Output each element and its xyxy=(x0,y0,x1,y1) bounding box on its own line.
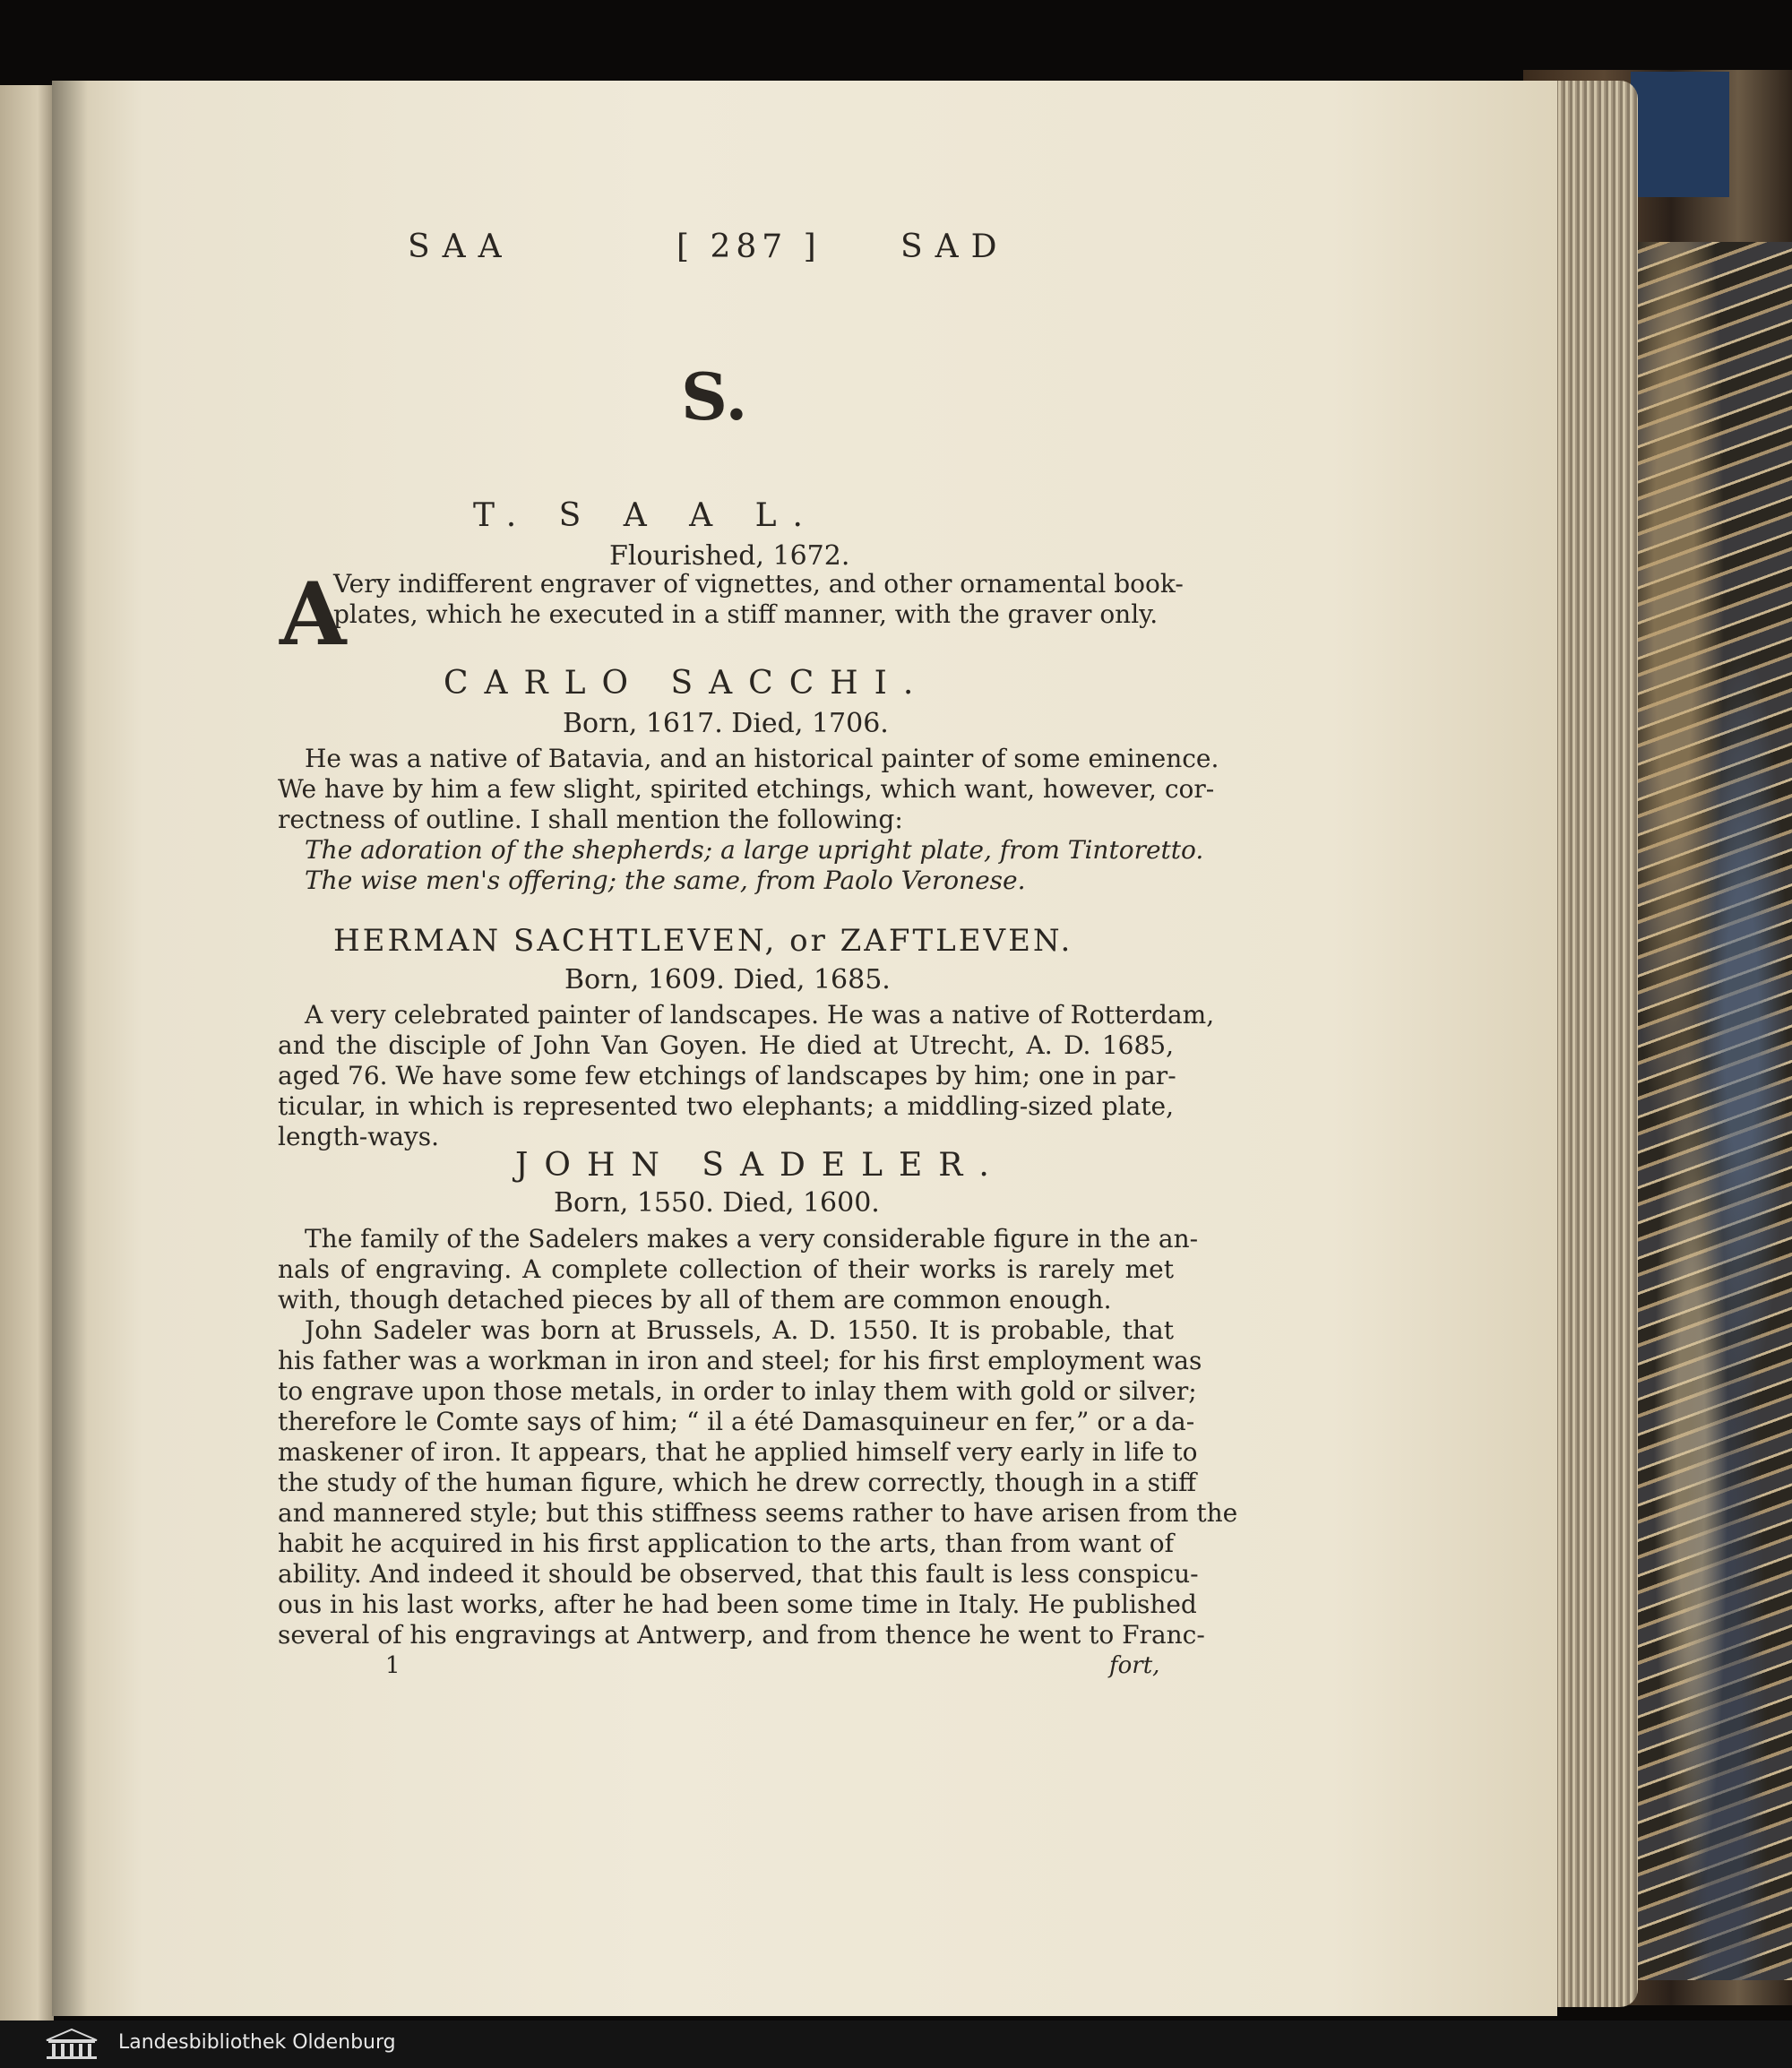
library-building-icon xyxy=(43,2028,100,2060)
text-line: He was a native of Batavia, and an historical painter of some eminence. xyxy=(305,744,1219,773)
text-line: rectness of outline. I shall mention the following: xyxy=(278,805,903,834)
text-line: plates, which he executed in a stiff manner, with the graver only. xyxy=(333,599,1159,629)
signature-mark: 1 xyxy=(385,1652,401,1679)
running-head-left: SAA xyxy=(408,228,514,265)
text-line: length-ways. xyxy=(278,1122,439,1151)
page-number: [ 287 ] xyxy=(676,228,822,265)
text-line: and mannered style; but this stiffness seems rather to have arisen from the xyxy=(278,1498,1238,1528)
entry-heading-sacchi: CARLO SACCHI. xyxy=(444,665,930,702)
marbled-cover xyxy=(1624,242,1792,1980)
library-name[interactable]: Landesbibliothek Oldenburg xyxy=(118,2031,396,2054)
text-line: The family of the Sadelers makes a very considerable figure in the an- xyxy=(305,1224,1199,1254)
text-line: nals of engraving. A complete collection of their works is rarely met xyxy=(278,1254,1174,1284)
text-line: the study of the human figure, which he drew correctly, though in a stiff xyxy=(278,1468,1197,1497)
text-line: with, though detached pieces by all of them are common enough. xyxy=(278,1285,1112,1314)
text-line: Very indifferent engraver of vignettes, and other ornamental book- xyxy=(333,569,1184,599)
text-line: ability. And indeed it should be observed, that this fault is less conspicu- xyxy=(278,1559,1199,1589)
entry-heading-sadeler: JOHN SADELER. xyxy=(515,1147,1005,1184)
left-page-edge xyxy=(0,85,54,2021)
entry-dates-saal: Flourished, 1672. xyxy=(609,540,850,572)
footer-bar xyxy=(0,2021,1792,2068)
text-line: therefore le Comte says of him; “ il a été Damasquineur en fer,” or a da- xyxy=(278,1407,1195,1436)
text-line: his father was a workman in iron and steel; for his first employment was xyxy=(278,1346,1202,1375)
running-head-right: SAD xyxy=(900,228,1010,265)
text-line: A very celebrated painter of landscapes. He was a native of Rotterdam, xyxy=(305,1000,1215,1030)
entry-dates-sadeler: Born, 1550. Died, 1600. xyxy=(554,1187,880,1219)
drop-cap: A xyxy=(280,564,347,665)
page-gutter xyxy=(52,81,88,2016)
entry-heading-sachtleven: HERMAN SACHTLEVEN, or ZAFTLEVEN. xyxy=(333,923,1073,959)
text-line: several of his engravings at Antwerp, and from thence he went to Franc- xyxy=(278,1620,1205,1650)
section-letter: S. xyxy=(681,358,748,435)
text-line: The wise men's offering; the same, from Paolo Veronese. xyxy=(305,866,1026,895)
text-line: John Sadeler was born at Brussels, A. D. 1550. It is probable, that xyxy=(305,1315,1174,1345)
entry-heading-saal: T. S A A L. xyxy=(473,497,819,534)
catchword: fort, xyxy=(1109,1652,1160,1679)
text-line: to engrave upon those metals, in order to inlay them with gold or silver; xyxy=(278,1376,1197,1406)
text-line: aged 76. We have some few etchings of landscapes by him; one in par- xyxy=(278,1061,1176,1090)
page-edges xyxy=(1548,81,1638,2007)
text-line: and the disciple of John Van Goyen. He died at Utrecht, A. D. 1685, xyxy=(278,1030,1174,1060)
entry-dates-sacchi: Born, 1617. Died, 1706. xyxy=(563,708,889,739)
cover-blue-patch xyxy=(1631,72,1729,197)
text-line: ticular, in which is represented two elephants; a middling-sized plate, xyxy=(278,1091,1174,1121)
entry-dates-sachtleven: Born, 1609. Died, 1685. xyxy=(564,964,891,995)
text-line: We have by him a few slight, spirited etchings, which want, however, cor- xyxy=(278,774,1215,804)
text-line: ous in his last works, after he had been some time in Italy. He published xyxy=(278,1590,1197,1619)
text-line: habit he acquired in his first application to the arts, than from want of xyxy=(278,1529,1174,1558)
text-line: maskener of iron. It appears, that he applied himself very early in life to xyxy=(278,1437,1198,1467)
text-line: The adoration of the shepherds; a large upright plate, from Tintoretto. xyxy=(305,835,1204,865)
